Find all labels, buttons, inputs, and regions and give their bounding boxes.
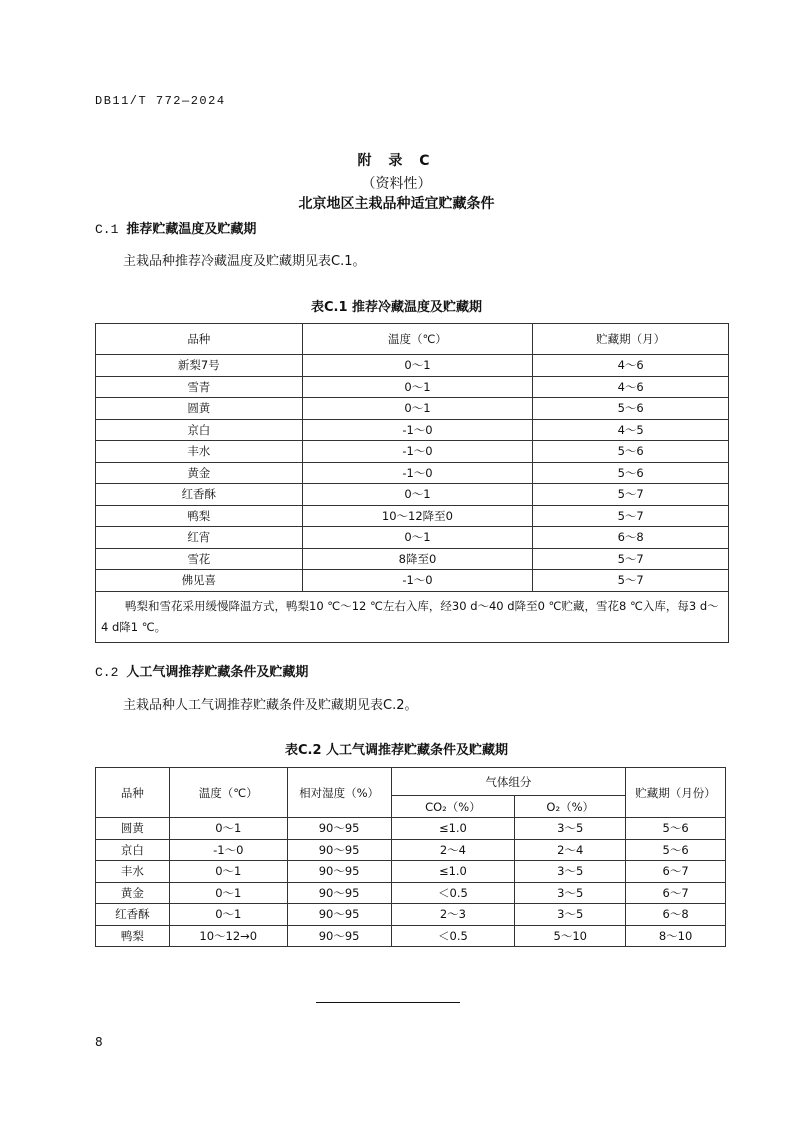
cell-variety: 鸭梨: [96, 505, 303, 527]
table-row: [96, 484, 729, 506]
cell-temperature: 10～12降至0: [302, 505, 533, 527]
cell-period: 4～5: [533, 419, 729, 441]
section-c1-number: C.1: [95, 222, 119, 237]
table2-header-co2: CO₂（%）: [391, 796, 515, 818]
table-row: [96, 548, 729, 570]
cell-period: 5～7: [533, 570, 729, 592]
table-row: [96, 376, 729, 398]
cell-period: 6～8: [533, 527, 729, 549]
cell-temperature: 0～1: [302, 398, 533, 420]
table-row: [96, 925, 726, 947]
table2-header-period: 贮藏期（月份）: [626, 768, 726, 818]
table-row: [96, 882, 726, 904]
cell-humidity: 90～95: [287, 861, 391, 883]
cell-variety: 圆黄: [96, 398, 303, 420]
table-row: [96, 861, 726, 883]
cell-variety: 红宵: [96, 527, 303, 549]
cell-period: 5～6: [533, 462, 729, 484]
cell-variety: 京白: [96, 419, 303, 441]
cell-temperature: 0～1: [302, 527, 533, 549]
table1-header-variety: 品种: [96, 324, 303, 355]
section-c2-number: C.2: [95, 665, 119, 680]
table-row: [96, 462, 729, 484]
cell-variety: 圆黄: [96, 818, 170, 840]
table1-note: 鸭梨和雪花采用缓慢降温方式，鸭梨10 ℃～12 ℃左右入库，经30 d～40 d降至0 ℃贮藏，雪花8 ℃入库，每3 d～4 d降1 ℃。: [96, 591, 729, 642]
table2-header-gas: 气体组分: [391, 768, 626, 796]
cell-period: 5～6: [533, 441, 729, 463]
section-c2-heading: [95, 661, 308, 680]
section-c1-heading: [95, 218, 256, 237]
cell-period: 6～8: [626, 904, 726, 926]
cell-o2: 3～5: [515, 861, 626, 883]
cell-co2: ≤1.0: [391, 818, 515, 840]
cell-period: 4～6: [533, 355, 729, 377]
cell-period: 5～7: [533, 484, 729, 506]
cell-variety: 鸭梨: [96, 925, 170, 947]
table2-caption: 表C.2 人工气调推荐贮藏条件及贮藏期: [284, 743, 509, 758]
table2-header-row: [96, 768, 726, 796]
table-row: [96, 570, 729, 592]
cell-o2: 5～10: [515, 925, 626, 947]
section-c1-title: 推荐贮藏温度及贮藏期: [126, 222, 257, 237]
table-row: [96, 419, 729, 441]
cell-variety: 丰水: [96, 861, 170, 883]
cell-temperature: -1～0: [302, 441, 533, 463]
table-row: [96, 904, 726, 926]
table2-header-o2: O₂（%）: [515, 796, 626, 818]
cell-period: 8～10: [626, 925, 726, 947]
cell-variety: 佛见喜: [96, 570, 303, 592]
table-row: [96, 505, 729, 527]
annex-label: 附 录 C: [357, 153, 436, 169]
table1-header-row: [96, 324, 729, 355]
cell-period: 4～6: [533, 376, 729, 398]
cell-o2: 2～4: [515, 839, 626, 861]
table1: [95, 323, 729, 643]
cell-temperature: 0～1: [169, 882, 287, 904]
table1-note-row: [96, 591, 729, 642]
table1-caption: 表C.1 推荐冷藏温度及贮藏期: [310, 300, 483, 315]
section-c2-title: 人工气调推荐贮藏条件及贮藏期: [126, 665, 309, 680]
table1-header-temperature: 温度（℃）: [302, 324, 533, 355]
cell-humidity: 90～95: [287, 839, 391, 861]
table2-header-variety: 品种: [96, 768, 170, 818]
cell-humidity: 90～95: [287, 818, 391, 840]
cell-period: 5～6: [626, 818, 726, 840]
table-row: [96, 818, 726, 840]
annex-title: 北京地区主栽品种适宜贮藏条件: [298, 196, 495, 212]
table-row: [96, 355, 729, 377]
cell-temperature: 0～1: [302, 484, 533, 506]
standard-number: DB11/T 772—2024: [95, 94, 226, 108]
table1-header-period: 贮藏期（月）: [533, 324, 729, 355]
end-rule: [316, 1002, 460, 1003]
table-row: [96, 398, 729, 420]
cell-period: 5～7: [533, 505, 729, 527]
cell-temperature: -1～0: [302, 462, 533, 484]
table2-header-humidity: 相对湿度（%）: [287, 768, 391, 818]
cell-co2: 2～4: [391, 839, 515, 861]
cell-variety: 丰水: [96, 441, 303, 463]
table2-header-temperature: 温度（℃）: [169, 768, 287, 818]
cell-temperature: 10～12→0: [169, 925, 287, 947]
cell-humidity: 90～95: [287, 925, 391, 947]
cell-temperature: -1～0: [302, 419, 533, 441]
cell-temperature: -1～0: [302, 570, 533, 592]
annex-nature: （资料性）: [361, 176, 432, 192]
section-c2-paragraph: 主栽品种人工气调推荐贮藏条件及贮藏期见表C.2。: [123, 698, 418, 713]
cell-temperature: -1～0: [169, 839, 287, 861]
cell-humidity: 90～95: [287, 882, 391, 904]
cell-period: 5～6: [533, 398, 729, 420]
cell-variety: 红香酥: [96, 484, 303, 506]
cell-o2: 3～5: [515, 904, 626, 926]
cell-temperature: 8降至0: [302, 548, 533, 570]
cell-co2: 2～3: [391, 904, 515, 926]
cell-temperature: 0～1: [302, 355, 533, 377]
cell-variety: 雪花: [96, 548, 303, 570]
cell-temperature: 0～1: [169, 818, 287, 840]
cell-variety: 新梨7号: [96, 355, 303, 377]
cell-co2: ≤1.0: [391, 861, 515, 883]
cell-temperature: 0～1: [302, 376, 533, 398]
cell-variety: 雪青: [96, 376, 303, 398]
table-row: [96, 527, 729, 549]
cell-variety: 黄金: [96, 462, 303, 484]
cell-variety: 黄金: [96, 882, 170, 904]
cell-period: 6～7: [626, 882, 726, 904]
cell-temperature: 0～1: [169, 904, 287, 926]
cell-period: 5～7: [533, 548, 729, 570]
page-number: 8: [95, 1035, 103, 1049]
cell-period: 6～7: [626, 861, 726, 883]
cell-humidity: 90～95: [287, 904, 391, 926]
section-c1-paragraph: 主栽品种推荐冷藏温度及贮藏期见表C.1。: [123, 254, 366, 269]
table-row: [96, 441, 729, 463]
cell-co2: ＜0.5: [391, 882, 515, 904]
table-row: [96, 839, 726, 861]
cell-o2: 3～5: [515, 818, 626, 840]
cell-variety: 京白: [96, 839, 170, 861]
cell-co2: ＜0.5: [391, 925, 515, 947]
table2: [95, 767, 726, 947]
cell-variety: 红香酥: [96, 904, 170, 926]
cell-o2: 3～5: [515, 882, 626, 904]
cell-period: 5～6: [626, 839, 726, 861]
cell-temperature: 0～1: [169, 861, 287, 883]
